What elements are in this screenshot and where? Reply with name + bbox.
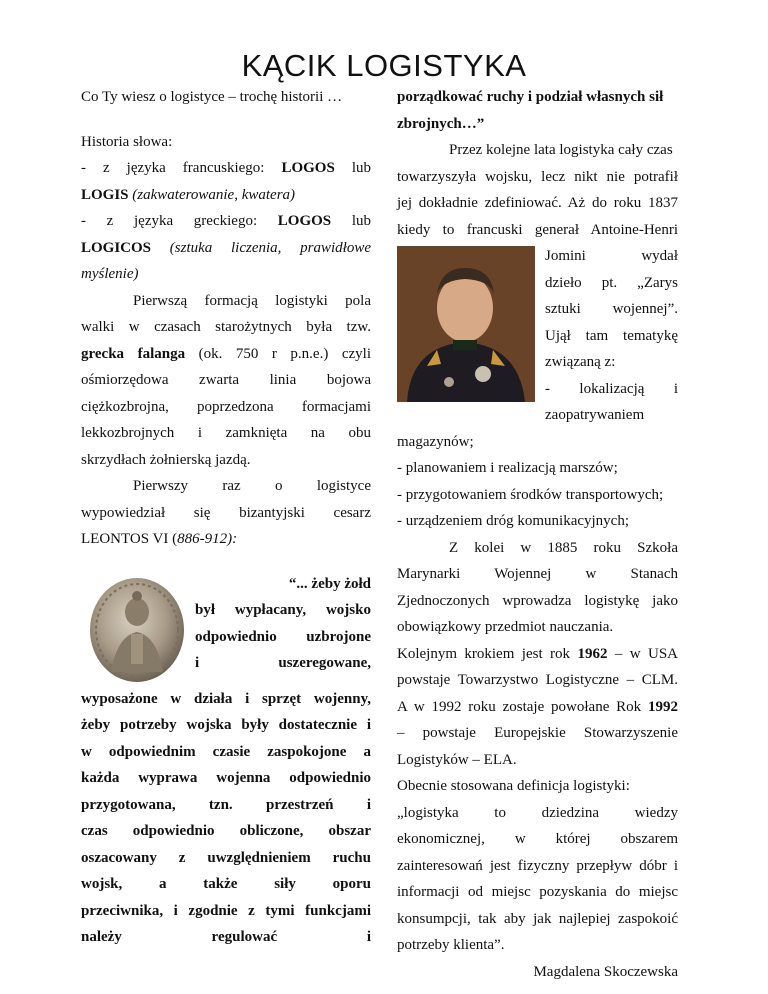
text-line: - z języka francuskiego: LOGOS lub — [81, 160, 372, 176]
text-line: magazynów; — [397, 433, 474, 450]
text-line: grecka falanga (ok. 750 r p.n.e.) czyli — [81, 345, 371, 362]
quote-line: wyposażone w działa i sprzęt wojenny, — [81, 690, 371, 707]
text-line: - lokalizacją i — [545, 380, 678, 397]
text-line: - z języka greckiego: LOGOS lub — [81, 213, 371, 229]
quote-line: należy regulować i — [81, 929, 371, 945]
right-column — [397, 84, 678, 985]
text-line: myślenie) — [81, 266, 139, 282]
list-item: - urządzeniem dróg komunikacyjnych; — [397, 513, 630, 529]
left-column — [81, 84, 371, 951]
quote-line: przygotowana, tzn. przestrzeń i — [81, 796, 371, 813]
text-line: dzieło pt. „Zarys — [545, 274, 678, 291]
text-line: zaopatrywaniem — [545, 407, 645, 423]
quote-line: odpowiednio uzbrojone — [195, 628, 371, 645]
text-line: sztuki wojennej”. — [545, 301, 678, 317]
text-line: „logistyka to dziedzina wiedzy — [397, 804, 678, 821]
quote-line: “... żeby żołd — [288, 575, 371, 592]
text-line: Logistyków – ELA. — [397, 751, 517, 768]
text-line: wypowiedział się bizantyjski cesarz — [81, 504, 371, 521]
text-line: ciężkozbrojna, poprzedzona formacjami — [81, 398, 371, 415]
quote-line: i uszeregowane, — [195, 655, 371, 671]
quote-line: każda wyprawa wojenna odpowiednio — [81, 770, 371, 786]
text-line: Jomini wydał — [545, 248, 678, 264]
text-line: Historia słowa: — [81, 133, 173, 150]
text-line: powstaje Towarzystwo Logistyczne – CLM. — [397, 672, 678, 688]
text-line: informacji od miejsc pozyskania do miejsc — [397, 884, 678, 900]
text-line: Ujął tam tematykę — [545, 327, 678, 344]
text-line: Pierwszą formacją logistyki pola — [133, 292, 371, 309]
quote-line: w odpowiednim czasie zaspokojone a — [81, 743, 371, 760]
text-line: Pierwszy raz o logistyce — [133, 478, 371, 494]
quote-line: porządkować ruchy i podział własnych sił — [397, 89, 664, 105]
text-line: – powstaje Europejskie Stowarzyszenie — [397, 725, 678, 741]
text-line: LOGIS (zakwaterowanie, kwatera) — [81, 186, 296, 203]
quote-line: wojsk, a także siły oporu — [81, 876, 371, 892]
text-line: konsumpcji, tak aby jak najlepiej zaspokoić — [397, 910, 678, 927]
quote-line: był wypłacany, wojsko — [195, 602, 371, 618]
quote-line: czas odpowiednio obliczone, obszar — [81, 823, 371, 839]
text-line: LOGICOS (sztuka liczenia, prawidłowe — [81, 239, 371, 256]
author-name: Magdalena Skoczewska — [533, 963, 678, 980]
quote-line: żeby potrzeby wojska były dostatecznie i — [81, 717, 371, 733]
text-line: Kolejnym krokiem jest rok 1962 – w USA — [397, 645, 678, 662]
quote-line: przeciwnika, i zgodnie z tymi funkcjami — [81, 902, 371, 919]
text-line: skrzydłach żołnierską jazdą. — [81, 451, 251, 468]
list-item: - przygotowaniem środków transportowych; — [397, 486, 664, 503]
text-line: ekonomicznej, w której obszarem — [397, 831, 678, 847]
text-line: związaną z: — [545, 354, 616, 370]
subtitle: Co Ty wiesz o logistyce – trochę historii … — [81, 89, 343, 105]
text-line: zainteresowań jest fizyczny przepływ dóbr i — [397, 857, 678, 874]
text-line: LEONTOS VI (886-912): — [81, 531, 238, 547]
text-line: Z kolei w 1885 roku Szkoła — [449, 539, 678, 556]
text-line: lekkozbrojnych i zamknięta na obu — [81, 425, 371, 441]
text-line: jej dokładnie zdefiniować. Aż do roku 1837 — [397, 195, 678, 211]
list-item: - planowaniem i realizacją marszów; — [397, 460, 618, 476]
text-line: towarzyszyła wojsku, lecz nikt nie potrafił — [397, 168, 678, 185]
quote-line: zbrojnych…” — [397, 115, 485, 132]
text-line: Zjednoczonych wprowadza logistykę jako — [397, 592, 678, 609]
text-line: potrzeby klienta”. — [397, 937, 505, 953]
text-line: ośmiorzędowa zwarta linia bojowa — [81, 372, 371, 388]
page-title: KĄCIK LOGISTYKA — [241, 48, 527, 83]
text-line: obowiązkowy przedmiot nauczania. — [397, 619, 614, 635]
byzantine-coin-image — [87, 574, 187, 686]
text-line: Obecnie stosowana definicja logistyki: — [397, 778, 630, 794]
text-line: walki w czasach starożytnych była tzw. — [81, 319, 371, 335]
text-line: Przez kolejne lata logistyka cały czas — [449, 142, 673, 158]
text-line: kiedy to francuski generał Antoine-Henri — [397, 221, 678, 238]
quote-line: oszacowany z uwzględnieniem ruchu — [81, 849, 371, 866]
jomini-portrait-image — [397, 246, 535, 402]
text-line: Marynarki Wojennej w Stanach — [397, 566, 678, 582]
text-line: A w 1992 roku zostaje powołane Rok 1992 — [397, 698, 678, 715]
